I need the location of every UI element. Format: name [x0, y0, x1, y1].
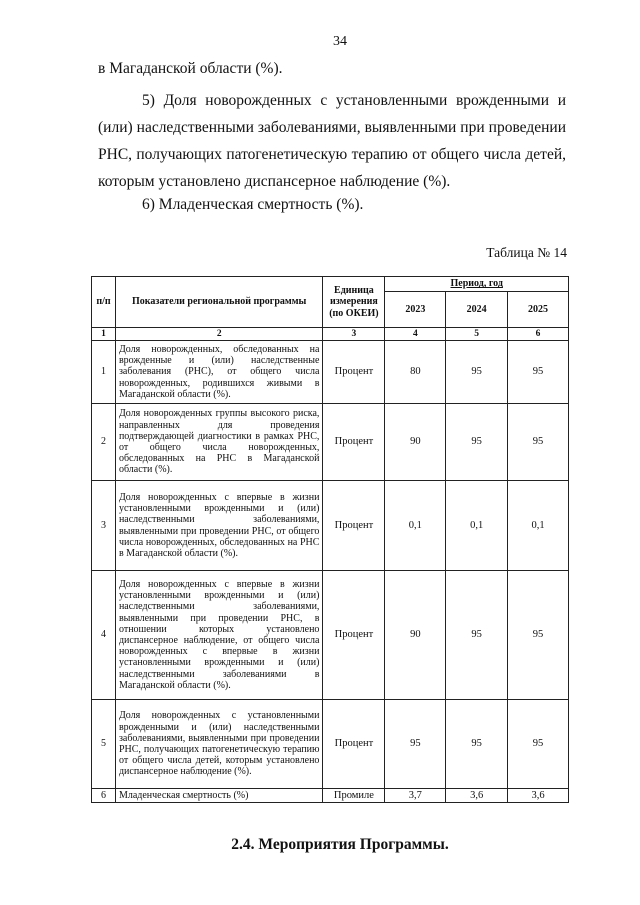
- row-unit: Процент: [323, 404, 385, 481]
- column-numbers-row: [92, 328, 569, 341]
- column-number: 1: [92, 328, 116, 341]
- paragraph-item-6: 6) Младенческая смертность (%).: [142, 196, 364, 213]
- row-number: 2: [92, 404, 116, 481]
- section-title: 2.4. Мероприятия Программы.: [231, 836, 449, 853]
- row-value-2024: 0,1: [446, 481, 508, 571]
- row-unit: Процент: [323, 571, 385, 700]
- row-value-2023: 80: [385, 341, 446, 404]
- row-value-2025: 95: [508, 404, 569, 481]
- row-value-2023: 0,1: [385, 481, 446, 571]
- header-year-2025: 2025: [508, 292, 569, 328]
- row-number: 5: [92, 700, 116, 789]
- column-number: 3: [323, 328, 385, 341]
- indicators-table: [91, 276, 569, 803]
- row-unit: Процент: [323, 700, 385, 789]
- row-value-2025: 95: [508, 571, 569, 700]
- header-year-2023: 2023: [385, 292, 446, 328]
- row-value-2024: 95: [446, 571, 508, 700]
- row-indicator: Доля новорожденных с впервые в жизни установленными врожденными и (или) наследственными заболеваниями, выявленными при проведении РНС, в отношении которых установлено диспансерное наблюдение, от общего числа новорожденных с впервые в жизни установленными врожденными и (или) наследственными заболеваниями в Магаданской области (%).: [115, 571, 322, 700]
- row-value-2025: 0,1: [508, 481, 569, 571]
- row-value-2025: 95: [508, 341, 569, 404]
- table-row: [92, 404, 569, 481]
- paragraph-intro: в Магаданской области (%).: [98, 60, 283, 77]
- row-unit: Промиле: [323, 789, 385, 803]
- row-indicator: Младенческая смертность (%): [115, 789, 322, 803]
- row-value-2025: 95: [508, 700, 569, 789]
- column-number: 5: [446, 328, 508, 341]
- row-value-2023: 95: [385, 700, 446, 789]
- row-value-2023: 90: [385, 404, 446, 481]
- table-caption: Таблица № 14: [486, 245, 567, 260]
- row-indicator: Доля новорожденных группы высокого риска, направленных для проведения подтверждающей диагностики в рамках РНС, от общего числа новорожденных, обследованных на РНС в Магаданской области (%).: [115, 404, 322, 481]
- table-row: [92, 481, 569, 571]
- page-number: 34: [333, 34, 347, 49]
- row-number: 4: [92, 571, 116, 700]
- header-num: п/п: [92, 277, 116, 328]
- row-value-2024: 3,6: [446, 789, 508, 803]
- table-row: [92, 341, 569, 404]
- row-indicator: Доля новорожденных с установленными врожденными и (или) наследственными заболеваниями, выявленными при проведении РНС, получающих патогенетическую терапию от общего числа детей, которым установлено диспансерное наблюдение (%).: [115, 700, 322, 789]
- row-number: 6: [92, 789, 116, 803]
- row-indicator: Доля новорожденных, обследованных на врожденные и (или) наследственные заболевания (РНС), от общего числа новорожденных, родившихся живыми в Магаданской области (%).: [115, 341, 322, 404]
- row-value-2024: 95: [446, 700, 508, 789]
- row-value-2024: 95: [446, 404, 508, 481]
- row-value-2024: 95: [446, 341, 508, 404]
- row-value-2025: 3,6: [508, 789, 569, 803]
- header-indicator: Показатели региональной программы: [115, 277, 322, 328]
- row-unit: Процент: [323, 341, 385, 404]
- column-number: 2: [115, 328, 322, 341]
- table-row: [92, 700, 569, 789]
- row-indicator: Доля новорожденных с впервые в жизни установленными врожденными и (или) наследственными заболеваниями, выявленными при проведении РНС, от общего числа новорожденных, обследованных на РНС в Магаданской области (%).: [115, 481, 322, 571]
- table-row: [92, 571, 569, 700]
- header-period: Период, год: [385, 277, 569, 292]
- row-unit: Процент: [323, 481, 385, 571]
- column-number: 6: [508, 328, 569, 341]
- row-value-2023: 3,7: [385, 789, 446, 803]
- row-number: 1: [92, 341, 116, 404]
- header-year-2024: 2024: [446, 292, 508, 328]
- header-unit: Единица измерения (по ОКЕИ): [323, 277, 385, 328]
- row-value-2023: 90: [385, 571, 446, 700]
- column-number: 4: [385, 328, 446, 341]
- table-row: [92, 789, 569, 803]
- row-number: 3: [92, 481, 116, 571]
- paragraph-item-5: 5) Доля новорожденных с установленными врожденными и (или) наследственными заболеваниями, выявленными при проведении РНС, получающих патогенетическую терапию от общего числа детей, которым установлено диспансерное наблюдение (%).: [98, 92, 566, 190]
